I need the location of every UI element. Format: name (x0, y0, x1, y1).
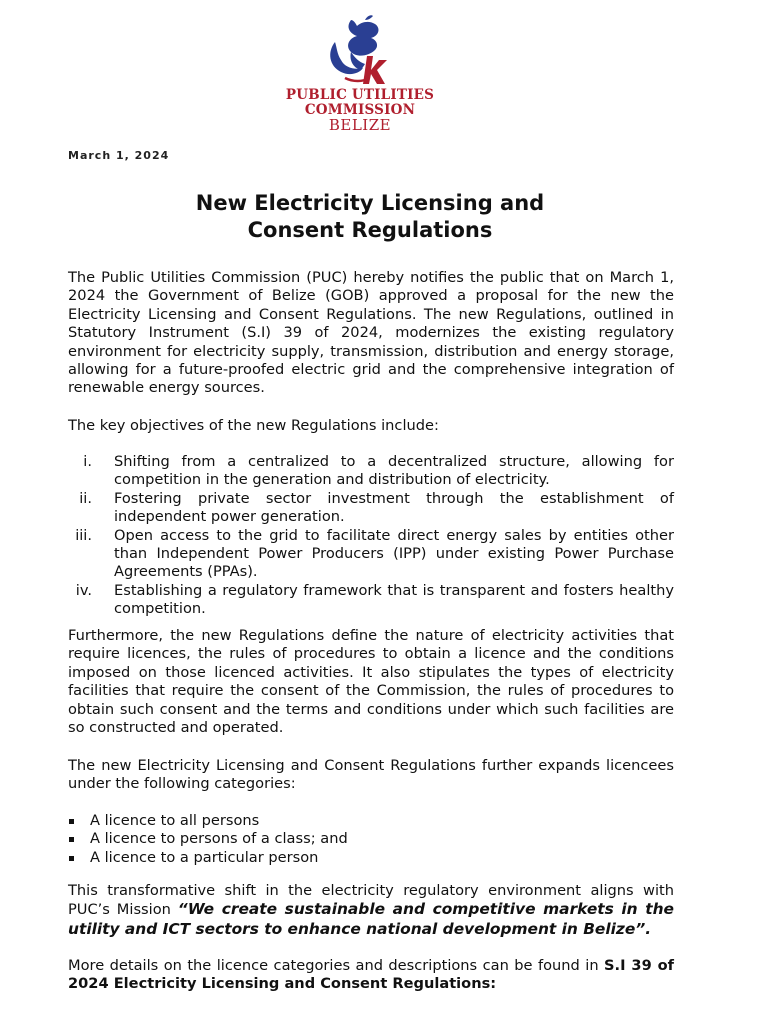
intro-paragraph: The Public Utilities Commission (PUC) hereby notifies the public that on March 1, 2024 the Government of Belize (GOB) approved a proposal for the new the Electricity Licensing and Consent Regulations. The new Regulations, outlined in Statutory Instrument (S.I) 39 of 2024, modernizes the existing regulatory environment for electricity supply, transmission, distribution and energy storage, allowing for a future-proofed electric grid and the comprehensive integration of renewable energy sources. (68, 269, 674, 397)
bullet-icon (69, 837, 74, 842)
objectives-intro: The key objectives of the new Regulations include: (68, 417, 439, 434)
list-item-number: i. (83, 453, 92, 470)
list-item-number: iii. (75, 526, 92, 544)
logo-text-line2: COMMISSION (304, 102, 416, 118)
logo-text-line3: BELIZE (328, 116, 392, 134)
list-item-text: Shifting from a centralized to a decentralized structure, allowing for competition in the generation and distribution of electricity. (114, 453, 674, 489)
list-item (68, 849, 674, 867)
list-item (68, 527, 674, 582)
title-line-2: Consent Regulations (247, 218, 493, 242)
list-item (68, 490, 674, 527)
mission-paragraph (68, 882, 674, 939)
list-item (68, 453, 674, 490)
logo-text-line1: PUBLIC UTILITIES (285, 87, 435, 103)
mission-quote: “We create sustainable and competitive markets in the utility and ICT sectors to enhance national development in Belize”. (68, 900, 674, 938)
puc-emblem-icon (305, 12, 415, 88)
list-item-text: Fostering private sector investment through the establishment of independent power generation. (114, 489, 674, 526)
list-item-text: Establishing a regulatory framework that is transparent and fosters healthy competition. (114, 581, 674, 618)
puc-logo (284, 12, 436, 133)
categories-list (68, 812, 674, 867)
list-item (68, 830, 674, 848)
list-item-number: ii. (79, 489, 92, 507)
list-item-number: iv. (75, 581, 92, 599)
list-item-text: Open access to the grid to facilitate direct energy sales by entities other than Independent Power Producers (IPP) under existing Power Purchase Agreements (PPAs). (114, 526, 674, 581)
mission-lead-text: This transformative shift in the electricity regulatory environment aligns with PUC’s Mission (68, 882, 674, 919)
list-item-text: A licence to all persons (90, 812, 260, 829)
details-reference: S.I 39 of 2024 Electricity Licensing and Consent Regulations: (68, 957, 674, 993)
document-title (100, 190, 640, 244)
objectives-list (68, 453, 674, 619)
title-line-1: New Electricity Licensing and (195, 191, 545, 215)
details-paragraph (68, 957, 674, 994)
list-item (68, 582, 674, 619)
details-lead-text: More details on the licence categories and descriptions can be found in (68, 957, 605, 974)
list-item (68, 812, 674, 830)
document-date: March 1, 2024 (68, 149, 170, 162)
bullet-icon (69, 819, 74, 824)
bullet-icon (69, 856, 74, 861)
furthermore-paragraph: Furthermore, the new Regulations define the nature of electricity activities that require licences, the rules of procedures to obtain a licence and the conditions imposed on those licenced activities. It also stipulates the types of electricity facilities that require the consent of the Commission, the rules of procedures to obtain such consent and the terms and conditions under which such facilities are so constructed and operated. (68, 627, 674, 737)
categories-intro: The new Electricity Licensing and Consent Regulations further expands licencees under the following categories: (68, 757, 674, 793)
list-item-text: A licence to persons of a class; and (90, 830, 348, 848)
list-item-text: A licence to a particular person (90, 848, 319, 866)
